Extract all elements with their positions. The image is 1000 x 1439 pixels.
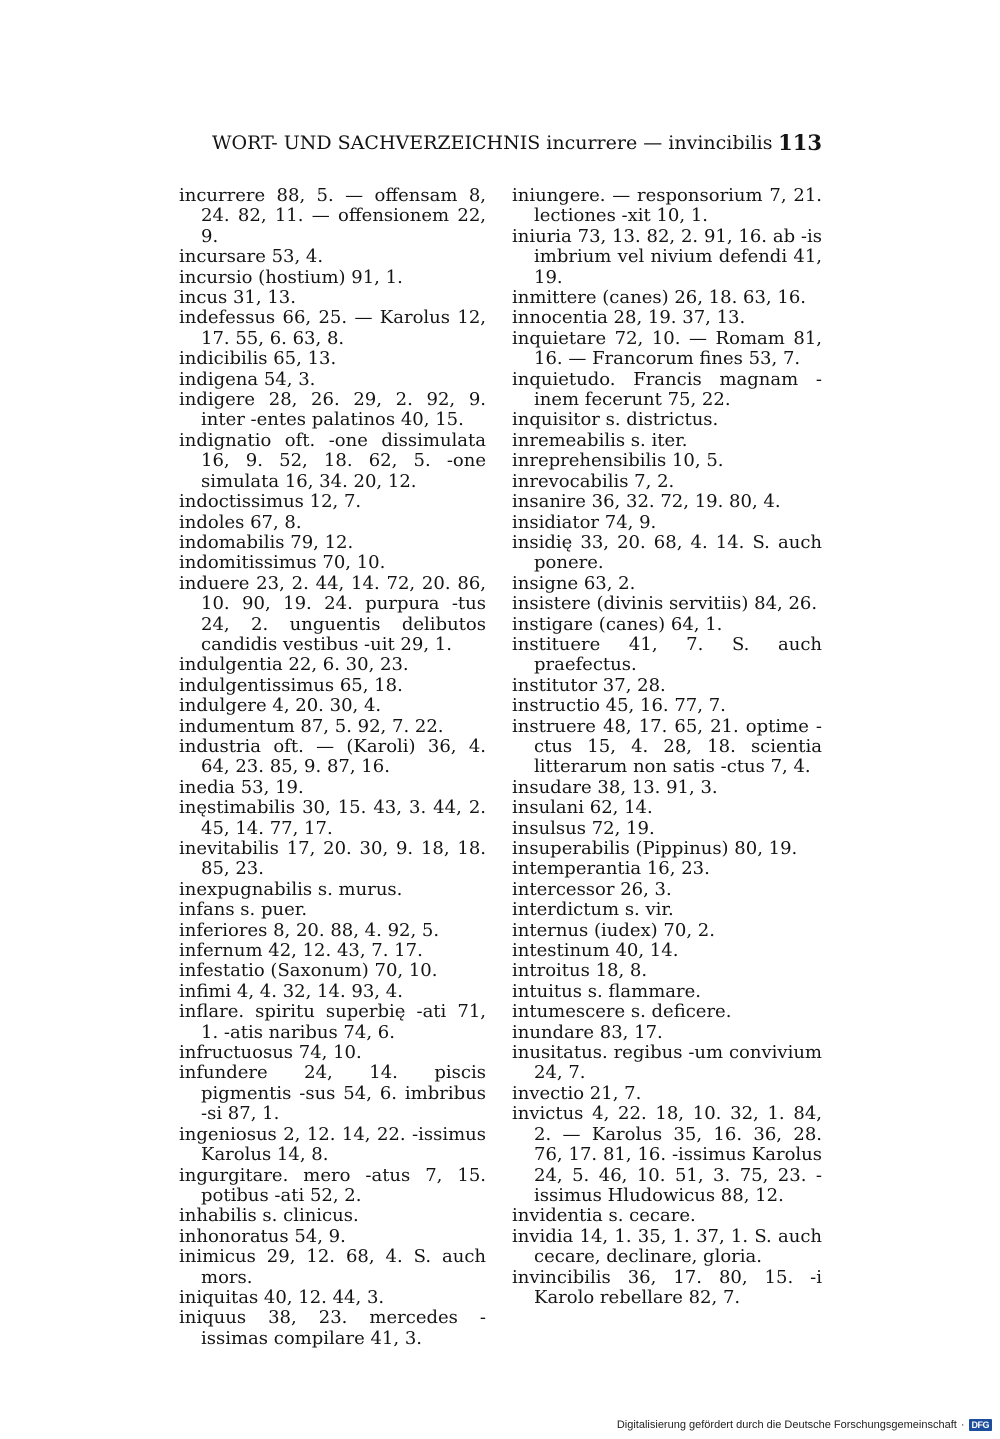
index-entry: ingurgitare. mero -atus 7, 15. potibus -ati 52, 2. (179, 1164, 486, 1206)
index-entry: indulgere 4, 20. 30, 4. (179, 695, 382, 717)
index-entry: industria oft. — (Karoli) 36, 4. 64, 23. 85, 9. 87, 16. (179, 735, 486, 778)
index-entry: ingeniosus 2, 12. 14, 22. -issimus Karolus 14, 8. (179, 1123, 486, 1166)
index-column-right (512, 186, 822, 1308)
index-entry: indumentum 87, 5. 92, 7. 22. (179, 715, 444, 737)
index-entry: inęstimabilis 30, 15. 43, 3. 44, 2. 45, 14. 77, 17. (179, 797, 486, 839)
index-entry: infructuosus 74, 10. (179, 1042, 362, 1064)
index-entry: inundare 83, 17. (512, 1021, 663, 1043)
index-entry: insuperabilis (Pippinus) 80, 19. (512, 838, 798, 859)
index-entry: induere 23, 2. 44, 14. 72, 20. 86, 10. 90, 19. 24. purpura -tus 24, 2. unguentis delibutos candidis vestibus -uit 29, 1. (179, 572, 486, 655)
index-entry: inimicus 29, 12. 68, 4. S. auch mors. (179, 1246, 486, 1288)
running-title: WORT- UND SACHVERZEICHNIS incurrere — invincibilis (212, 132, 773, 154)
index-entry: invictus 4, 22. 18, 10. 32, 1. 84, 2. — Karolus 35, 16. 36, 28. 76, 17. 81, 16. -issimus Karolus 24, 5. 46, 10. 51, 3. 75, 23. -issimus Hludowicus 88, 12. (512, 1103, 822, 1206)
index-entry: indulgentia 22, 6. 30, 23. (179, 654, 409, 676)
index-entry: indigena 54, 3. (179, 368, 316, 390)
index-entry: insudare 38, 13. 91, 3. (512, 776, 718, 798)
index-entry: indignatio oft. -one dissimulata 16, 9. 52, 18. 62, 5. -one simulata 16, 34. 20, 12. (179, 429, 486, 492)
index-entry: infestatio (Saxonum) 70, 10. (179, 960, 438, 982)
index-entry: intumescere s. deficere. (512, 1001, 732, 1023)
index-entry: insistere (divinis servitiis) 84, 26. (512, 593, 818, 615)
funding-note: Digitalisierung gefördert durch die Deutsche Forschungsgemeinschaft (616, 1419, 957, 1431)
index-entry: instructio 45, 16. 77, 7. (512, 695, 726, 717)
index-entry: inusitatus. regibus -um convivium 24, 7. (512, 1042, 822, 1084)
index-entry: intestinum 40, 14. (512, 940, 679, 962)
page-number: 113 (778, 130, 822, 155)
index-entry: insulani 62, 14. (512, 797, 653, 819)
index-entry: incursare 53, 4. (179, 246, 324, 268)
index-entry: instruere 48, 17. 65, 21. optime -ctus 15, 4. 28, 18. scientia litterarum non satis -ctus 7, 4. (512, 715, 822, 778)
index-entry: insidię 33, 20. 68, 4. 14. S. auch ponere. (512, 531, 822, 574)
index-entry: inexpugnabilis s. murus. (179, 878, 403, 900)
index-entry: inhabilis s. clinicus. (179, 1205, 359, 1227)
index-entry: intercessor 26, 3. (512, 878, 672, 900)
index-entry: invidia 14, 1. 35, 1. 37, 1. S. auch cecare, declinare, gloria. (512, 1225, 822, 1268)
index-entry: iniquitas 40, 12. 44, 3. (179, 1286, 385, 1308)
running-header (212, 132, 822, 160)
index-entry: intuitus s. flammare. (512, 980, 701, 1002)
index-entry: interdictum s. vir. (512, 899, 674, 921)
index-entry: inremeabilis s. iter. (512, 429, 688, 451)
index-entry: inflare. spiritu superbię -ati 71, 1. -atis naribus 74, 6. (179, 1001, 486, 1043)
index-entry: instituere 41, 7. S. auch praefectus. (512, 633, 822, 676)
index-entry: indoles 67, 8. (179, 511, 302, 533)
index-entry: institutor 37, 28. (512, 674, 666, 696)
index-entry: incursio (hostium) 91, 1. (179, 266, 403, 288)
index-entry: invidentia s. cecare. (512, 1205, 696, 1227)
index-column-left (179, 186, 486, 1349)
index-entry: insanire 36, 32. 72, 19. 80, 4. (512, 491, 781, 513)
index-entry: inmittere (canes) 26, 18. 63, 16. (512, 287, 807, 309)
index-entry: inquietudo. Francis magnam -inem fecerunt 75, 22. (512, 368, 822, 411)
index-entry: instigare (canes) 64, 1. (512, 613, 723, 635)
index-entry: indomitissimus 70, 10. (179, 552, 386, 574)
index-entry: iniquus 38, 23. mercedes -issimas compilare 41, 3. (179, 1307, 486, 1349)
index-entry: inquisitor s. districtus. (512, 409, 719, 431)
index-entry: indigere 28, 26. 29, 2. 92, 9. inter -entes palatinos 40, 15. (179, 389, 486, 431)
index-entry: infimi 4, 4. 32, 14. 93, 4. (179, 980, 403, 1002)
index-entry: inreprehensibilis 10, 5. (512, 450, 724, 472)
index-entry: iniungere. — responsorium 7, 21. lectiones -xit 10, 1. (512, 185, 822, 227)
index-entry: iniuria 73, 13. 82, 2. 91, 16. ab -is imbrium vel nivium defendi 41, 19. (512, 225, 822, 288)
index-entry: incus 31, 13. (179, 287, 296, 309)
index-entry: indicibilis 65, 13. (179, 348, 337, 370)
dfg-logo-icon: DFG (969, 1419, 993, 1431)
index-entry: insigne 63, 2. (512, 572, 636, 594)
index-entry: incurrere 88, 5. — offensam 8, 24. 82, 11. — offensionem 22, 9. (179, 185, 486, 247)
index-entry: inevitabilis 17, 20. 30, 9. 18, 18. 85, 23. (179, 838, 486, 880)
index-entry: invectio 21, 7. (512, 1082, 642, 1104)
index-entry: indefessus 66, 25. — Karolus 12, 17. 55, 6. 63, 8. (179, 307, 486, 349)
index-entry: intemperantia 16, 23. (512, 858, 710, 880)
index-entry: infernum 42, 12. 43, 7. 17. (179, 940, 423, 962)
index-entry: insulsus 72, 19. (512, 817, 655, 839)
index-entry: insidiator 74, 9. (512, 511, 657, 533)
index-entry: internus (iudex) 70, 2. (512, 919, 715, 941)
index-entry: indoctissimus 12, 7. (179, 491, 362, 513)
index-entry: inrevocabilis 7, 2. (512, 470, 675, 492)
index-entry: indomabilis 79, 12. (179, 531, 354, 553)
index-entry: innocentia 28, 19. 37, 13. (512, 307, 746, 329)
index-entry: infans s. puer. (179, 899, 308, 921)
index-entry: introitus 18, 8. (512, 960, 648, 982)
index-entry: inedia 53, 19. (179, 776, 304, 798)
index-entry: inhonoratus 54, 9. (179, 1225, 346, 1247)
index-entry: inquietare 72, 10. — Romam 81, 16. — Francorum fines 53, 7. (512, 327, 822, 370)
footer: Digitalisierung gefördert durch die Deutsche Forschungsgemeinschaft · DFG (617, 1417, 992, 1433)
index-entry: infundere 24, 14. piscis pigmentis -sus 54, 6. imbribus -si 87, 1. (179, 1062, 486, 1125)
index-entry: inferiores 8, 20. 88, 4. 92, 5. (179, 919, 440, 941)
index-entry: invincibilis 36, 17. 80, 15. -i Karolo rebellare 82, 7. (512, 1266, 822, 1308)
index-entry: indulgentissimus 65, 18. (179, 674, 403, 696)
